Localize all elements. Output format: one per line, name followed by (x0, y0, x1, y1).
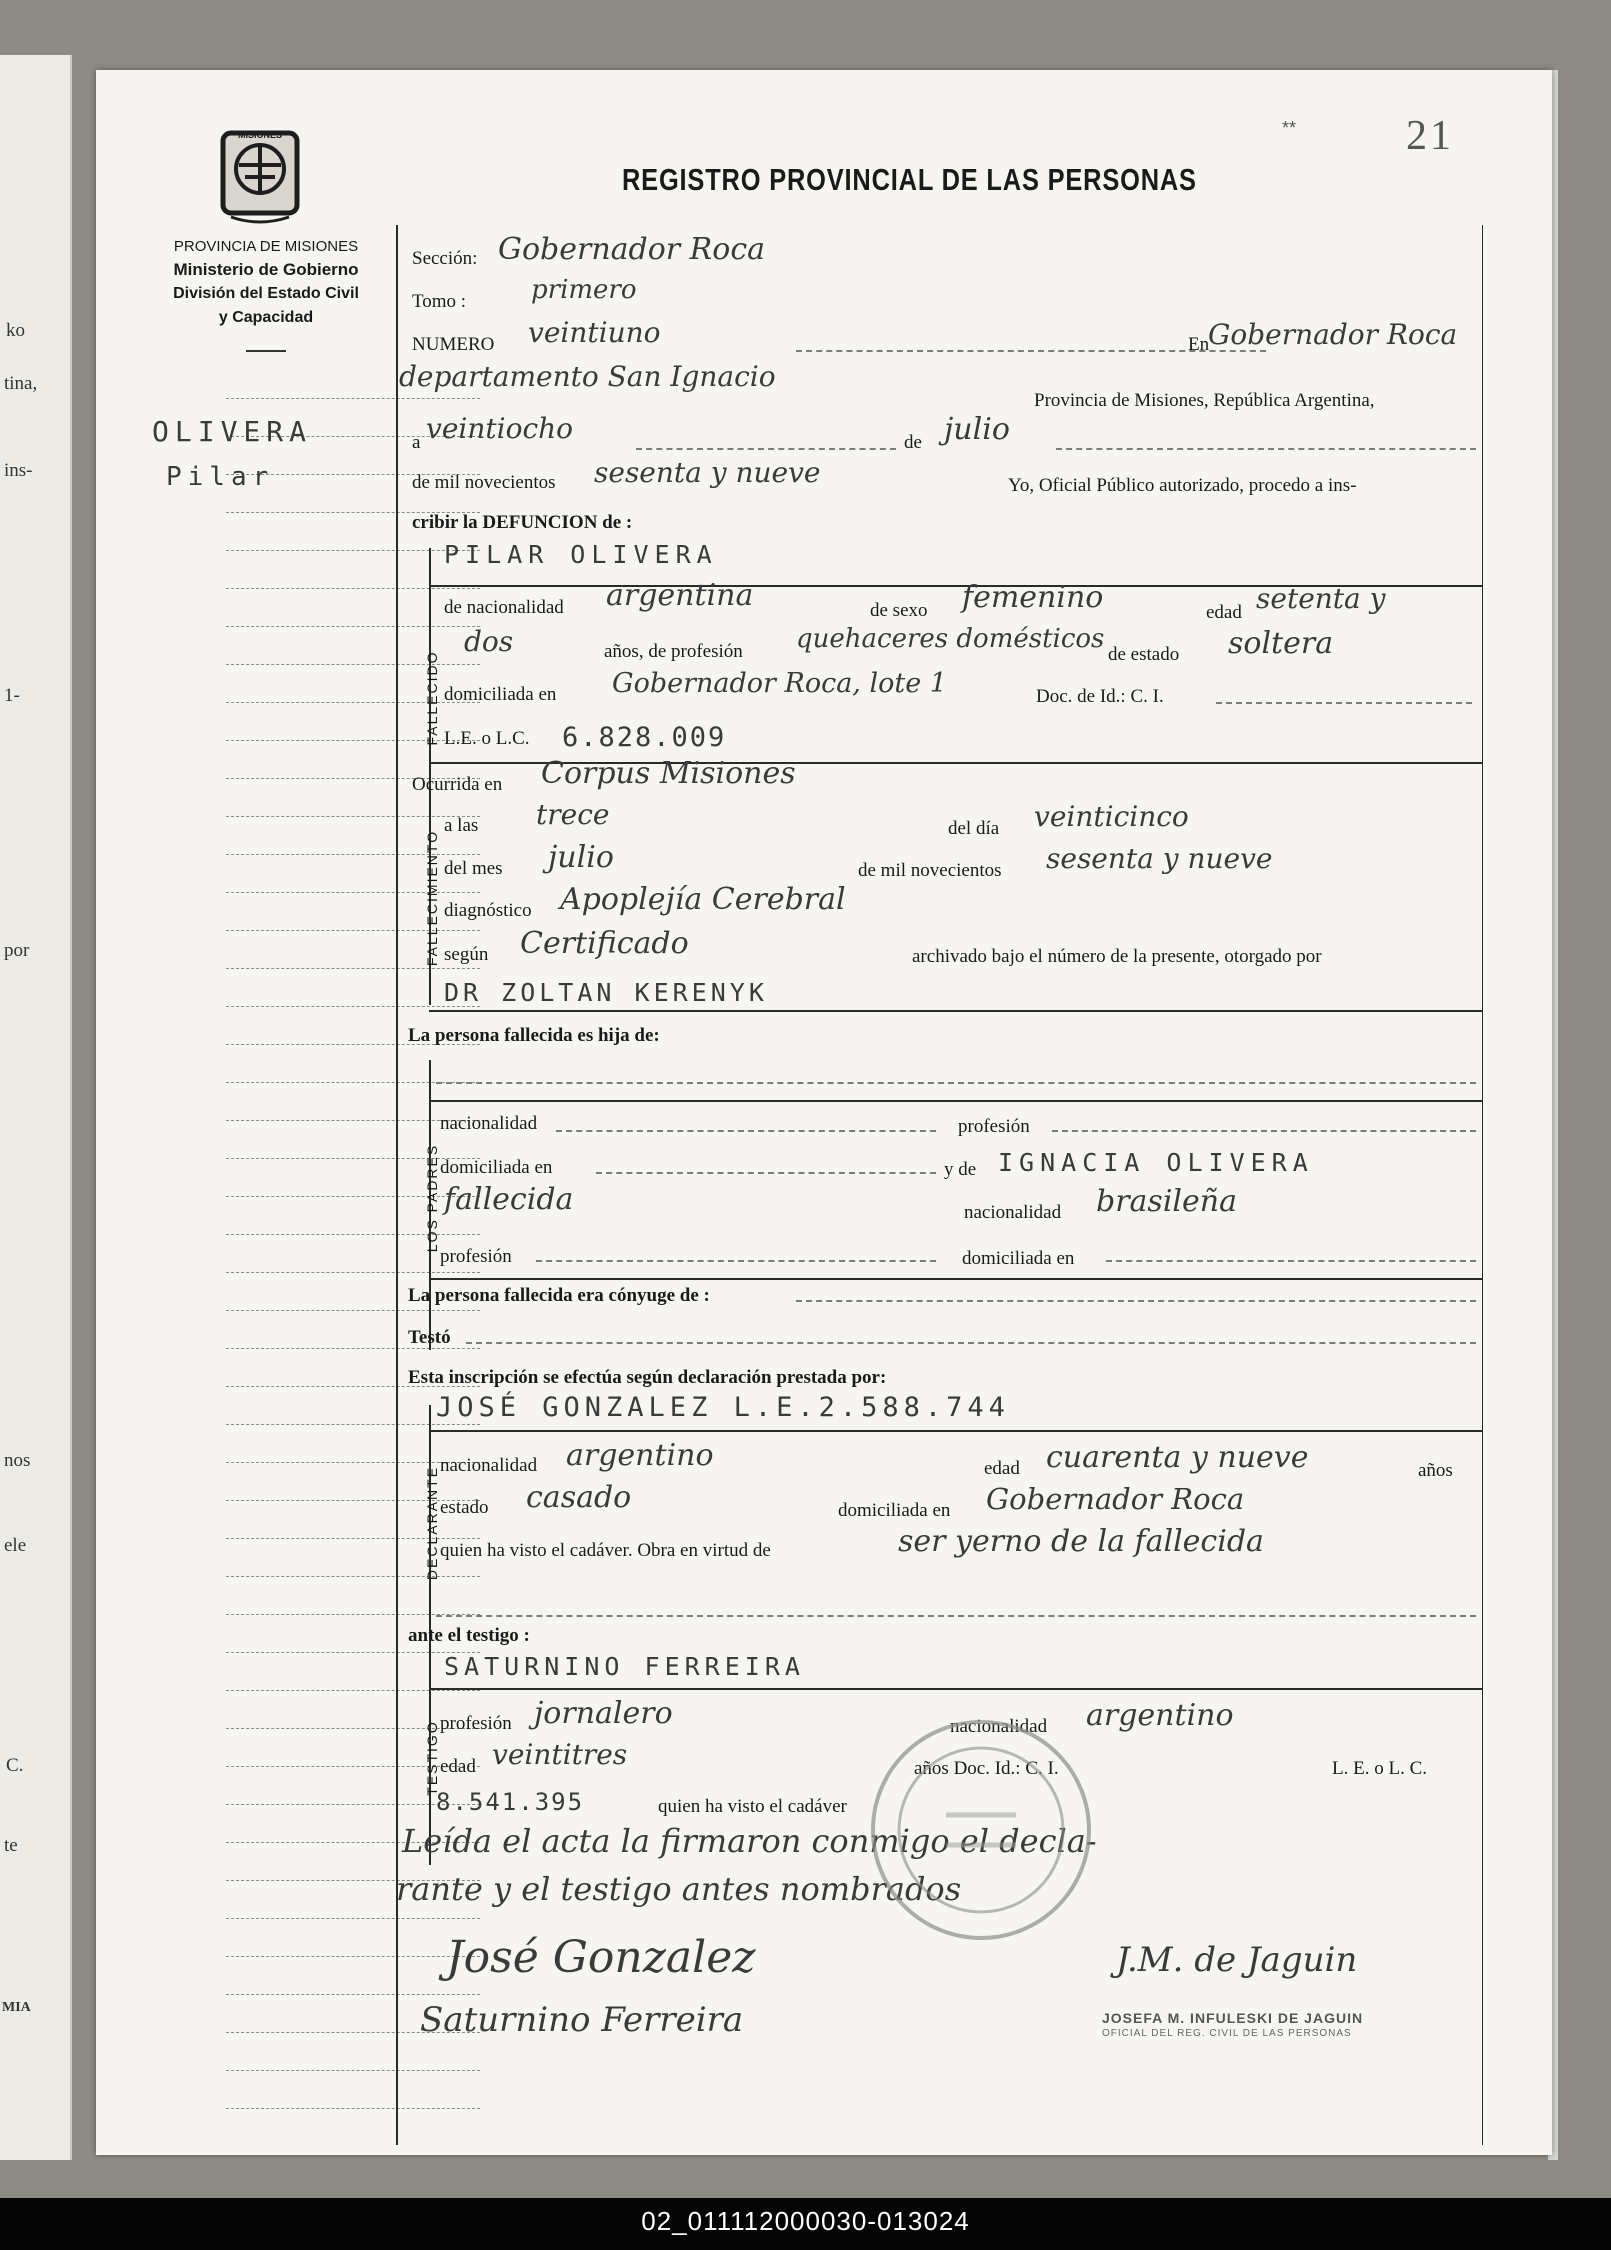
label-padre-dom: domiciliada en (440, 1157, 553, 1178)
label-nacionalidad: de nacionalidad (444, 597, 564, 618)
label-ocurrida: Ocurrida en (412, 774, 503, 795)
value-decl-virtud: ser yerno de la fallecida (898, 1524, 1264, 1559)
label-diagnostico: diagnóstico (444, 900, 532, 921)
value-departamento: departamento San Ignacio (399, 360, 776, 393)
column-divider (396, 225, 398, 2145)
oficial-cargo-stamp: OFICIAL DEL REG. CIVIL DE LAS PERSONAS (1102, 2028, 1352, 2039)
side-label-fallecido: FALLECIDO (424, 650, 440, 746)
value-decl-edad: cuarenta y nueve (1046, 1440, 1309, 1475)
value-edad1: setenta y (1256, 582, 1386, 615)
header-rule (246, 350, 286, 352)
value-mes: julio (944, 412, 1010, 447)
label-decl-edad: edad (984, 1458, 1020, 1479)
label-anos-profesion: años, de profesión (604, 641, 743, 662)
label-estado: de estado (1108, 644, 1180, 665)
side-label-fallecimiento: FALLECIMIENTO (424, 829, 440, 967)
label-a-las: a las (444, 815, 479, 836)
label-test-le: L. E. o L. C. (1332, 1758, 1427, 1779)
side-label-padres: LOS PADRES (424, 1143, 440, 1253)
value-segun: Certificado (520, 926, 689, 961)
label-mil: de mil novecientos (412, 472, 556, 493)
value-tomo: primero (531, 275, 637, 305)
value-test-doc: 8.541.395 (436, 1788, 585, 1816)
value-en: Gobernador Roca (1208, 318, 1458, 351)
prev-fragment: MIA (2, 2000, 31, 2015)
provincial-seal-icon (211, 125, 309, 227)
previous-page (0, 55, 72, 2160)
label-padre-nac: nacionalidad (440, 1113, 538, 1134)
value-madre: IGNACIA OLIVERA (998, 1148, 1314, 1177)
prev-fragment: te (4, 1835, 18, 1856)
prev-fragment: ele (4, 1535, 27, 1556)
label-y-de: y de (944, 1159, 977, 1180)
value-madre-nac: brasileña (1096, 1184, 1237, 1219)
value-nombre: PILAR OLIVERA (444, 540, 718, 569)
label-conyuge: La persona fallecida era cónyuge de : (408, 1285, 710, 1306)
seal-text: MISIONES (237, 130, 282, 140)
label-mil2: de mil novecientos (858, 860, 1002, 881)
value-nacionalidad: argentina (606, 578, 754, 613)
official-stamp-icon (866, 1715, 1096, 1945)
value-medico: DR ZOLTAN KERENYK (444, 978, 768, 1007)
prev-fragment: tina, (4, 373, 38, 394)
label-test-anos: años Doc. Id.: C. I. (914, 1758, 1059, 1779)
label-decl-visto: quien ha visto el cadáver. Obra en virtud de (440, 1540, 771, 1561)
label-test-nac: nacionalidad (950, 1716, 1048, 1737)
side-label-testigo: TESTIGO (424, 1720, 440, 1796)
label-decl-nac: nacionalidad (440, 1455, 538, 1476)
label-testo: Testó (408, 1327, 451, 1348)
register-title: REGISTRO PROVINCIAL DE LAS PERSONAS (622, 162, 1197, 197)
label-archivado: archivado bajo el número de la presente, otorgado por (912, 946, 1322, 967)
value-hora: trece (536, 798, 610, 831)
value-anio-f: sesenta y nueve (1046, 842, 1273, 875)
label-doc: Doc. de Id.: C. I. (1036, 686, 1164, 707)
prev-fragment: ko (6, 320, 25, 341)
label-test-prof: profesión (440, 1713, 512, 1734)
label-madre-dom: domiciliada en (962, 1248, 1075, 1269)
value-decl-dom: Gobernador Roca (986, 1482, 1245, 1516)
label-ante: ante el testigo : (408, 1625, 530, 1646)
prev-fragment: C. (6, 1755, 24, 1776)
label-tomo: Tomo : (412, 291, 467, 312)
value-dia-f: veinticinco (1034, 800, 1189, 833)
value-le-numero: 6.828.009 (562, 722, 727, 753)
label-padre-prof: profesión (958, 1116, 1030, 1137)
label-decl-estado: estado (440, 1497, 489, 1518)
value-sexo: femenino (962, 580, 1104, 615)
value-ocurrida: Corpus Misiones (541, 756, 796, 791)
label-del-dia: del día (948, 818, 1000, 839)
value-domicilio: Gobernador Roca, lote 1 (612, 668, 947, 699)
label-decl-dom: domiciliada en (838, 1500, 951, 1521)
page-number: 21 (1406, 113, 1454, 159)
label-le: L.E. o L.C. (444, 728, 530, 749)
oficial-name-stamp: JOSEFA M. INFULESKI DE JAGUIN (1102, 2010, 1364, 2026)
value-mes-f: julio (548, 840, 614, 875)
side-label-declarante: DECLARANTE (424, 1465, 440, 1581)
signature-oficial: J.M. de Jaguin (1116, 1940, 1358, 1980)
prev-fragment: nos (4, 1450, 31, 1471)
signature-testigo: Saturnino Ferreira (420, 2000, 744, 2040)
prev-fragment: 1- (4, 685, 20, 706)
header-province: PROVINCIA DE MISIONES (173, 238, 359, 255)
prev-fragment: ins- (4, 460, 33, 481)
label-seccion: Sección: (412, 248, 478, 269)
value-anio: sesenta y nueve (594, 456, 821, 489)
header-ministry: Ministerio de Gobierno (173, 260, 359, 279)
value-testigo: SATURNINO FERREIRA (444, 1652, 805, 1681)
value-decl-estado: casado (526, 1480, 632, 1515)
value-seccion: Gobernador Roca (498, 232, 766, 267)
value-estado: soltera (1228, 626, 1334, 661)
value-profesion: quehaceres domésticos (796, 624, 1105, 654)
value-dia: veintiocho (426, 412, 574, 445)
label-provincia: Provincia de Misiones, República Argentina, (1034, 390, 1375, 411)
label-domiciliada: domiciliada en (444, 684, 557, 705)
label-inscripcion: Esta inscripción se efectúa según declaración prestada por: (408, 1367, 887, 1388)
label-test-edad: edad (440, 1756, 476, 1777)
value-edad2: dos (464, 625, 514, 658)
value-test-prof: jornalero (534, 1696, 673, 1731)
margin-surname: OLIVERA (152, 415, 313, 448)
page-mark: ** (1282, 118, 1297, 138)
label-sexo: de sexo (870, 600, 928, 621)
margin-name: Pilar (166, 462, 275, 492)
register-page (96, 70, 1552, 2155)
label-en: En (1188, 334, 1210, 355)
label-cribir: cribir la DEFUNCION de : (412, 512, 633, 533)
label-edad: edad (1206, 602, 1242, 623)
value-declarante: JOSÉ GONZALEZ L.E.2.588.744 (436, 1392, 1010, 1423)
label-madre-prof: profesión (440, 1246, 512, 1267)
closing-line-2: rante y el testigo antes nombrados (396, 1870, 962, 1908)
label-test-visto: quien ha visto el cadáver (658, 1796, 847, 1817)
label-yo: Yo, Oficial Público autorizado, procedo a ins- (1008, 475, 1357, 496)
closing-line-1: Leída el acta la firmaron conmigo el decla- (402, 1822, 1097, 1860)
value-numero: veintiuno (528, 316, 661, 349)
label-de: de (904, 432, 922, 453)
value-madre-estado: fallecida (444, 1182, 574, 1217)
value-decl-nac: argentino (566, 1438, 714, 1473)
label-decl-anos: años (1418, 1460, 1453, 1481)
signature-declarante: José Gonzalez (446, 1932, 756, 1983)
label-madre-nac: nacionalidad (964, 1202, 1062, 1223)
value-diagnostico: Apoplejía Cerebral (560, 882, 846, 917)
right-border (1482, 225, 1483, 2145)
prev-fragment: por (4, 940, 30, 961)
image-caption: 02_011112000030-013024 (641, 2206, 970, 2236)
header-division: División del Estado Civil (173, 285, 359, 302)
header-capacity: y Capacidad (218, 309, 314, 326)
value-test-nac: argentino (1086, 1698, 1234, 1733)
label-del-mes: del mes (444, 858, 503, 879)
label-segun: según (444, 944, 489, 965)
value-test-edad: veintitres (492, 1738, 628, 1771)
label-a: a (412, 432, 421, 453)
label-numero: NUMERO (412, 334, 495, 355)
label-hija: La persona fallecida es hija de: (408, 1025, 660, 1046)
